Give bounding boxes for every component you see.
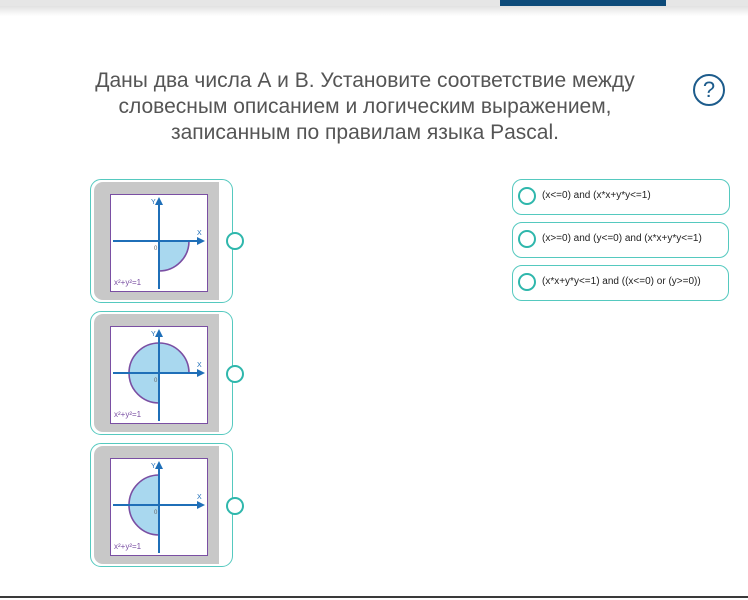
graph-figure-3 [110, 458, 208, 556]
y-axis-label: Y [151, 463, 156, 470]
question-text [70, 68, 660, 146]
x-axis-label: X [197, 494, 202, 501]
match-dot-option-2[interactable] [518, 230, 536, 248]
y-axis-label: Y [151, 199, 156, 206]
answer-option-1[interactable] [512, 179, 730, 215]
y-axis-arrow [155, 329, 163, 337]
figure-card-background [94, 182, 219, 300]
y-axis-arrow [155, 197, 163, 205]
graph-figure-1 [110, 194, 208, 292]
origin-label: 0 [154, 378, 158, 384]
graph-svg-3 [111, 459, 207, 555]
figure-card-1[interactable] [90, 179, 233, 303]
x-axis-arrow [197, 369, 205, 377]
graph-svg-2 [111, 327, 207, 423]
answer-option-label: (x>=0) and (y<=0) and (x*x+y*y<=1) [542, 233, 702, 244]
figure-card-2[interactable] [90, 311, 233, 435]
bottom-divider [0, 596, 748, 598]
match-dot-option-3[interactable] [518, 273, 536, 291]
y-axis-label: Y [151, 331, 156, 338]
origin-label: 0 [154, 246, 158, 252]
x-axis-arrow [197, 237, 205, 245]
origin-label: 0 [154, 510, 158, 516]
answer-option-label: (x*x+y*y<=1) and ((x<=0) or (y>=0)) [542, 276, 701, 287]
help-button[interactable]: ? [693, 74, 725, 106]
top-bar-shadow [0, 6, 748, 16]
match-dot-figure-1[interactable] [226, 232, 244, 250]
x-axis-label: X [197, 362, 202, 369]
figure-card-background [94, 314, 219, 432]
match-dot-figure-2[interactable] [226, 365, 244, 383]
question-line-2: словесным описанием и логическим выражением, [118, 95, 612, 118]
graph-svg-1 [111, 195, 207, 291]
match-dot-option-1[interactable] [518, 187, 536, 205]
equation-label: x²+y²=1 [114, 278, 142, 287]
graph-figure-2 [110, 326, 208, 424]
equation-label: x²+y²=1 [114, 542, 142, 551]
question-line-3: записанным по правилам языка Pascal. [171, 121, 559, 144]
figure-card-3[interactable] [90, 443, 233, 567]
equation-label: x²+y²=1 [114, 410, 142, 419]
x-axis-label: X [197, 230, 202, 237]
x-axis-arrow [197, 501, 205, 509]
match-dot-figure-3[interactable] [226, 497, 244, 515]
figure-card-background [94, 446, 219, 564]
question-line-1: Даны два числа А и В. Установите соответствие между [95, 69, 635, 92]
answer-option-2[interactable] [512, 222, 729, 258]
answer-option-label: (x<=0) and (x*x+y*y<=1) [542, 190, 651, 201]
active-tab-indicator[interactable] [500, 0, 666, 6]
y-axis-arrow [155, 461, 163, 469]
answer-option-3[interactable] [512, 265, 729, 301]
